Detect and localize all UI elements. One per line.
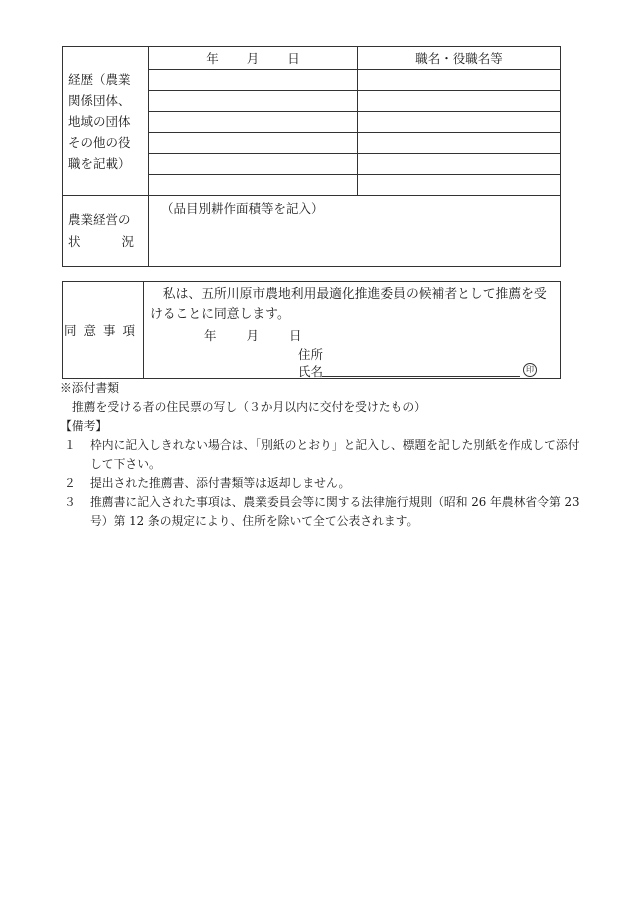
consent-statement: 私は、五所川原市農地利用最適化推進委員の候補者として推薦を受けることに同意します。 bbox=[150, 287, 547, 322]
career-position-cell[interactable] bbox=[358, 91, 561, 112]
remarks-item bbox=[60, 493, 590, 531]
career-position-cell[interactable] bbox=[358, 154, 561, 175]
day-label: 日 bbox=[287, 51, 300, 66]
farming-status-cell[interactable] bbox=[149, 196, 561, 267]
remarks-heading: 【備考】 bbox=[60, 419, 108, 433]
career-date-cell[interactable] bbox=[149, 133, 358, 154]
career-position-cell[interactable] bbox=[358, 112, 561, 133]
consent-date[interactable] bbox=[204, 326, 332, 344]
career-date-cell[interactable] bbox=[149, 154, 358, 175]
career-label-line: 関係団体、 bbox=[68, 92, 131, 108]
career-date-cell[interactable] bbox=[149, 175, 358, 196]
attachments-heading: ※添付書類 bbox=[60, 381, 119, 395]
name-label: 氏名 bbox=[298, 364, 324, 379]
farming-label bbox=[63, 196, 149, 267]
consent-cell bbox=[144, 282, 561, 379]
address-label: 住所 bbox=[298, 347, 324, 362]
day-label: 日 bbox=[289, 328, 302, 343]
career-date-cell[interactable] bbox=[149, 91, 358, 112]
career-label-line: 経歴（農業 bbox=[68, 71, 131, 87]
year-label: 年 bbox=[206, 51, 219, 66]
remarks-text: 提出された推薦書、添付書類等は返却しません。 bbox=[90, 476, 351, 490]
month-label: 月 bbox=[246, 328, 260, 343]
year-label: 年 bbox=[204, 328, 217, 343]
remarks-item bbox=[60, 474, 590, 493]
name-field[interactable] bbox=[322, 376, 520, 377]
career-label-line: 地域の団体 bbox=[68, 113, 131, 129]
consent-table bbox=[62, 281, 561, 379]
farming-label-char: 状 bbox=[68, 234, 81, 249]
remarks-text: 推薦書に記入された事項は、農業委員会等に関する法律施行規則（昭和 26 年農林省令第 23 号）第 12 条の規定により、住所を除いて全て公表されます。 bbox=[90, 495, 580, 528]
career-label-line: その他の役 bbox=[68, 134, 131, 150]
career-date-cell[interactable] bbox=[149, 112, 358, 133]
farming-hint: （品目別耕作面積等を記入） bbox=[161, 201, 324, 216]
career-position-cell[interactable] bbox=[358, 133, 561, 154]
career-label-line: 職を記載） bbox=[68, 155, 131, 171]
month-label: 月 bbox=[246, 51, 260, 66]
remarks-text: 枠内に記入しきれない場合は、「別紙のとおり」と記入し、標題を記した別紙を作成して添付して下さい。 bbox=[90, 438, 580, 471]
remarks-number: ３ bbox=[64, 495, 76, 509]
attachments-body: 推薦を受ける者の住民票の写し（３か月以内に交付を受けたもの） bbox=[72, 400, 426, 414]
remarks-item bbox=[60, 436, 590, 474]
farming-label-line: 農業経営の bbox=[68, 212, 131, 227]
remarks-number: １ bbox=[64, 438, 76, 452]
career-date-cell[interactable] bbox=[149, 70, 358, 91]
consent-label: 同意事項 bbox=[63, 282, 144, 379]
career-farming-table bbox=[62, 46, 561, 267]
position-column-header: 職名・役職名等 bbox=[358, 47, 561, 70]
date-column-header bbox=[149, 47, 358, 70]
notes-section bbox=[60, 379, 590, 531]
seal-mark: 印 bbox=[523, 363, 537, 377]
career-label bbox=[63, 47, 149, 196]
career-position-cell[interactable] bbox=[358, 70, 561, 91]
remarks-number: ２ bbox=[64, 476, 76, 490]
career-position-cell[interactable] bbox=[358, 175, 561, 196]
farming-label-char: 況 bbox=[121, 234, 134, 249]
